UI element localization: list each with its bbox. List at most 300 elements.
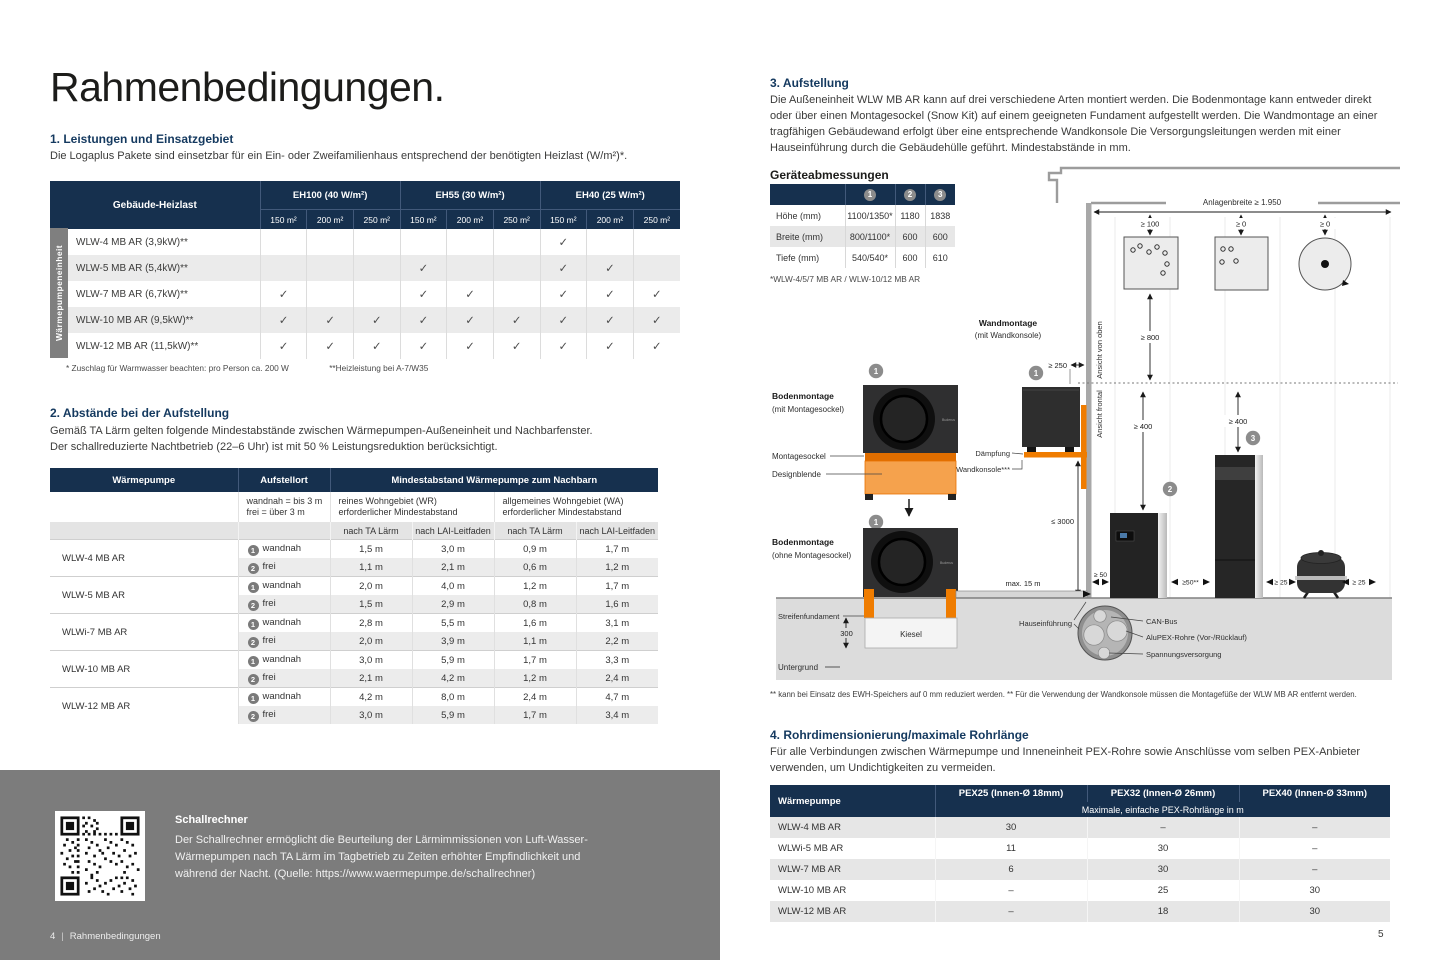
- check-cell: [633, 229, 680, 255]
- page-number: 4: [50, 931, 56, 942]
- location-label: wandnah: [262, 653, 302, 665]
- value-cell: 1,7 m: [576, 577, 658, 596]
- location-cell: [238, 558, 330, 577]
- table-row: [770, 859, 1390, 880]
- value-cell: 1,7 m: [576, 540, 658, 559]
- expansion-tank: [1295, 550, 1347, 598]
- value-cell: 1,5 m: [330, 595, 412, 614]
- value-cell: 4,2 m: [330, 688, 412, 707]
- check-cell: ✓: [400, 255, 447, 281]
- column-subheader: 150 m²: [260, 210, 307, 230]
- dim-label: Tiefe (mm): [776, 252, 820, 263]
- spannungsversorgung-label: Spannungsversorgung: [1146, 650, 1222, 659]
- column-header: Wärmepumpe: [770, 785, 935, 817]
- location-cell: [238, 614, 330, 633]
- value-cell: 2,0 m: [330, 632, 412, 651]
- value-cell: 1,6 m: [576, 595, 658, 614]
- schallrechner-text: [175, 832, 588, 883]
- table-row: [50, 229, 680, 255]
- check-cell: [307, 229, 354, 255]
- check-cell: [353, 229, 400, 255]
- check-cell: [307, 281, 354, 307]
- table-row: [770, 838, 1390, 859]
- footnote: * Zuschlag für Warmwasser beachten: pro Person ca. 200 W: [66, 363, 289, 373]
- value-cell: 1,1 m: [494, 632, 576, 651]
- value-cell: 1,2 m: [494, 669, 576, 688]
- badge-1-icon: 1: [248, 582, 259, 593]
- column-subheader: 250 m²: [493, 210, 540, 230]
- wa-line: erforderlicher Mindestabstand: [502, 507, 622, 517]
- table-side-label: [50, 228, 68, 358]
- value-cell: 25: [1087, 880, 1239, 901]
- value-cell: 3,0 m: [412, 540, 494, 559]
- check-cell: ✓: [400, 333, 447, 359]
- text-line: während der Nacht. (Quelle: https://www.waermepumpe.de/schallrechner): [175, 868, 536, 880]
- check-cell: [353, 255, 400, 281]
- page-title: Rahmenbedingungen.: [50, 64, 445, 110]
- abstaende-table: [50, 468, 658, 724]
- wall-mounted-unit: [1022, 387, 1080, 447]
- location-cell: [238, 632, 330, 651]
- alupex-label: AluPEX-Rohre (Vor-/Rücklauf): [1146, 633, 1247, 642]
- check-cell: ✓: [493, 307, 540, 333]
- value-cell: 3,9 m: [412, 632, 494, 651]
- column-header: EH40 (25 W/m²): [540, 181, 680, 210]
- value-cell: 30: [935, 817, 1087, 838]
- value-cell: 1,6 m: [494, 614, 576, 633]
- badge-2-icon: 2: [248, 637, 259, 648]
- location-label: frei: [262, 671, 276, 683]
- value-cell: 0,8 m: [494, 595, 576, 614]
- column-subheader: 200 m²: [587, 210, 634, 230]
- column-subheader: 150 m²: [400, 210, 447, 230]
- table-row: [50, 614, 658, 633]
- montagesockel-label: Montagesockel: [772, 452, 826, 461]
- value-cell: 600: [895, 226, 925, 247]
- frontal-units-group: [1092, 392, 1376, 598]
- model-name: WLW-5 MB AR (5,4kW)**: [50, 255, 260, 281]
- check-cell: ✓: [353, 333, 400, 359]
- model-name: WLW-4 MB AR: [50, 540, 238, 577]
- value-cell: –: [935, 880, 1087, 901]
- check-cell: ✓: [587, 255, 634, 281]
- model-name: WLW-7 MB AR (6,7kW)**: [76, 288, 188, 300]
- brand-logo: Buderus: [940, 561, 954, 565]
- value-cell: –: [1239, 838, 1390, 859]
- value-cell: 4,7 m: [576, 688, 658, 707]
- value-cell: 600: [895, 247, 925, 268]
- dim-label: Breite (mm): [770, 226, 845, 247]
- dim-label: Anlagenbreite ≥ 1.950: [1202, 198, 1282, 207]
- value-cell: 1100/1350*: [845, 205, 895, 226]
- dim-label: ≥ 400: [1133, 422, 1153, 431]
- location-label: wandnah: [262, 690, 302, 702]
- view-label-top: Ansicht von oben: [1095, 321, 1104, 379]
- daempfung-label: Dämpfung: [975, 449, 1010, 458]
- badge-2-icon: 2: [248, 711, 259, 722]
- model-name: WLW-12 MB AR (11,5kW)**: [76, 340, 199, 352]
- schallrechner-heading: Schallrechner: [175, 814, 248, 826]
- column-subheader: nach LAI-Leitfaden: [412, 522, 494, 540]
- wandmontage-title: Wandmontage: [978, 318, 1038, 328]
- badge-2-icon: 2: [248, 600, 259, 611]
- check-cell: ✓: [633, 307, 680, 333]
- badge-1-icon: 1: [248, 619, 259, 630]
- check-cell: [493, 255, 540, 281]
- badge-1-icon: 1: [873, 367, 879, 376]
- section4-intro-line1: Für alle Verbindungen zwischen Wärmepumpe und Inneneinheit PEX-Rohre sowie Anschlüsse vom selben PEX-Anbieter: [770, 746, 1361, 758]
- value-cell: 4,0 m: [412, 577, 494, 596]
- value-cell: –: [935, 901, 1087, 922]
- house-wall: [1086, 203, 1092, 598]
- model-name: WLWi-7 MB AR: [50, 614, 238, 651]
- dim-label: ≤ 3000: [1051, 517, 1074, 526]
- model-name: WLW-10 MB AR: [50, 651, 238, 688]
- wa-line: allgemeines Wohngebiet (WA): [502, 496, 624, 506]
- top-view-units: [1124, 215, 1351, 380]
- column-header: PEX25 (Innen-Ø 18mm): [935, 785, 1087, 802]
- badge-2-icon: 2: [248, 563, 259, 574]
- legend-line: frei = über 3 m: [246, 507, 305, 517]
- value-cell: 2,0 m: [330, 577, 412, 596]
- side-label-text: Wärmepumpeneinheit: [54, 245, 64, 341]
- dims-footnote: *WLW-4/5/7 MB AR / WLW-10/12 MB AR: [770, 274, 921, 284]
- model-name: WLW-4 MB AR: [770, 817, 935, 838]
- location-label: frei: [262, 708, 276, 720]
- strip-foundation-right: [946, 589, 956, 618]
- kiesel-label: Kiesel: [900, 630, 922, 639]
- model-name: WLW-5 MB AR: [50, 577, 238, 614]
- check-cell: [493, 281, 540, 307]
- dim-label: ≥ 400: [1228, 417, 1248, 426]
- check-cell: ✓: [447, 333, 494, 359]
- location-cell: [238, 706, 330, 724]
- value-cell: 2,8 m: [330, 614, 412, 633]
- value-cell: 5,9 m: [412, 706, 494, 724]
- value-cell: 0,9 m: [494, 540, 576, 559]
- value-cell: 1180: [895, 205, 925, 226]
- column-header: Aufstellort: [238, 468, 330, 492]
- bodenmontage2-sub: (ohne Montagesockel): [772, 551, 852, 560]
- section2-intro-line1: Gemäß TA Lärm gelten folgende Mindestabstände zwischen Wärmepumpen-Außeneinheit und Nachbarfenster.: [50, 425, 593, 437]
- location-label: wandnah: [262, 542, 302, 554]
- check-cell: [307, 255, 354, 281]
- wall-console: [1024, 452, 1087, 458]
- dim-label: ≥ 800: [1140, 333, 1160, 342]
- wandkonsole-label: Wandkonsole***: [956, 465, 1010, 474]
- table-row: [50, 651, 658, 670]
- dim-label: ≥ 100: [1140, 219, 1160, 229]
- check-cell: ✓: [540, 229, 587, 255]
- section2-heading: 2. Abstände bei der Aufstellung: [50, 406, 230, 420]
- check-cell: [633, 255, 680, 281]
- value-cell: 18: [1087, 901, 1239, 922]
- model-name: WLWi-5 MB AR: [778, 843, 844, 854]
- designblende-label: Designblende: [772, 470, 821, 479]
- check-cell: ✓: [307, 307, 354, 333]
- view-label-front: Ansicht frontal: [1095, 390, 1104, 438]
- rohrlaenge-table: [770, 785, 1390, 922]
- check-cell: [447, 229, 494, 255]
- check-cell: ✓: [633, 281, 680, 307]
- table-row: [50, 540, 658, 559]
- value-cell: 1838: [925, 205, 955, 226]
- bodenmontage1-sub: (mit Montagesockel): [772, 405, 845, 414]
- footer-divider: |: [61, 931, 64, 942]
- badge-1-icon: 1: [248, 545, 259, 556]
- table-row: [50, 333, 680, 359]
- value-cell: 2,4 m: [576, 669, 658, 688]
- badge-1-icon: 1: [1033, 369, 1039, 378]
- column-subheader: nach LAI-Leitfaden: [576, 522, 658, 540]
- value-cell: 3,3 m: [576, 651, 658, 670]
- dim-label: ≥ 25: [1352, 579, 1366, 587]
- check-cell: [353, 281, 400, 307]
- text-line: Der Schallrechner ermöglicht die Beurteilung der Lärmimmissionen von Luft-Wasser-: [175, 834, 588, 846]
- value-cell: 3,0 m: [330, 706, 412, 724]
- section3-heading: 3. Aufstellung: [770, 76, 849, 90]
- untergrund-label: Untergrund: [778, 663, 819, 672]
- column-subheader: nach TA Lärm: [330, 522, 412, 540]
- supply-pipe: [956, 591, 1087, 598]
- value-cell: 1,5 m: [330, 540, 412, 559]
- badge-3-icon: 3: [1250, 434, 1256, 443]
- table-row: [770, 901, 1390, 922]
- table-row: [770, 817, 1390, 838]
- designblende-panel: [865, 461, 956, 494]
- check-cell: ✓: [260, 281, 307, 307]
- model-name: WLW-10 MB AR: [778, 885, 847, 896]
- column-header: EH100 (40 W/m²): [260, 181, 400, 210]
- value-cell: 11: [935, 838, 1087, 859]
- section1-heading: 1. Leistungen und Einsatzgebiet: [50, 132, 234, 146]
- check-cell: [260, 255, 307, 281]
- column-subheader: 250 m²: [633, 210, 680, 230]
- check-cell: ✓: [633, 333, 680, 359]
- value-cell: 1,1 m: [330, 558, 412, 577]
- wr-line: erforderlicher Mindestabstand: [338, 507, 458, 517]
- table-row: [770, 880, 1390, 901]
- qr-code-image: [55, 811, 145, 901]
- value-cell: 30: [1239, 901, 1390, 922]
- unit-top-view-1: [1124, 237, 1178, 289]
- value-cell: 3,0 m: [330, 651, 412, 670]
- check-cell: [260, 229, 307, 255]
- column-subheader: 200 m²: [447, 210, 494, 230]
- streifenfundament-label: Streifenfundament: [778, 612, 840, 621]
- value-cell: 3,4 m: [576, 706, 658, 724]
- check-cell: ✓: [540, 307, 587, 333]
- check-cell: [447, 255, 494, 281]
- column-header: Mindestabstand Wärmepumpe zum Nachbarn: [330, 468, 658, 492]
- value-cell: 2,2 m: [576, 632, 658, 651]
- section4-heading: 4. Rohrdimensionierung/maximale Rohrlänge: [770, 728, 1029, 742]
- location-cell: [238, 595, 330, 614]
- check-cell: ✓: [400, 281, 447, 307]
- model-name: WLW-4 MB AR (3,9kW)**: [76, 236, 188, 248]
- badge-1-icon: 1: [873, 518, 879, 527]
- badge-1-icon: 1: [248, 656, 259, 667]
- model-name: WLW-12 MB AR: [50, 688, 238, 725]
- location-label: frei: [262, 560, 276, 572]
- section2-intro-line2: Der schallreduzierte Nachtbetrieb (22–6 Uhr) ist mit 50 % Leistungsreduktion berücksichtigt.: [50, 441, 498, 453]
- check-cell: [493, 229, 540, 255]
- footnote: **Heizleistung bei A-7/W35: [329, 363, 429, 373]
- value-cell: 5,9 m: [412, 651, 494, 670]
- value-cell: 1,7 m: [494, 651, 576, 670]
- check-cell: ✓: [353, 307, 400, 333]
- value-cell: 2,1 m: [330, 669, 412, 688]
- value-cell: 4,2 m: [412, 669, 494, 688]
- bodenmontage1-title: Bodenmontage: [772, 391, 834, 401]
- dim-label: 300: [840, 629, 853, 638]
- check-cell: [400, 229, 447, 255]
- diagram-footnote: ** kann bei Einsatz des EWH-Speichers auf 0 mm reduziert werden. ** Für die Verwendung der Wandkonsole müssen die Montagefüße der WLW MB AR entfernt werden.: [770, 690, 1357, 699]
- floor-mount-direct-group: [772, 515, 958, 597]
- badge-1-icon: 1: [248, 693, 259, 704]
- section4-intro-line2: verwenden, um Undichtigkeiten zu vermeiden.: [770, 762, 996, 774]
- badge-3-icon: 3: [934, 189, 946, 201]
- value-cell: 1,2 m: [576, 558, 658, 577]
- location-cell: [238, 651, 330, 670]
- value-cell: 30: [1087, 859, 1239, 880]
- model-name: WLW-10 MB AR (9,5kW)**: [50, 307, 260, 333]
- strip-foundation-left: [864, 589, 874, 618]
- check-cell: ✓: [540, 281, 587, 307]
- floor-mount-socket-group: [772, 364, 958, 516]
- wr-header: [330, 492, 494, 522]
- value-cell: 30: [1239, 880, 1390, 901]
- check-cell: [587, 229, 634, 255]
- footer-label: Rahmenbedingungen: [69, 931, 161, 942]
- column-header: EH55 (30 W/m²): [400, 181, 540, 210]
- check-cell: ✓: [540, 333, 587, 359]
- column-header: PEX32 (Innen-Ø 26mm): [1087, 785, 1239, 802]
- canbus-label: CAN-Bus: [1146, 617, 1178, 626]
- location-label: wandnah: [262, 616, 302, 628]
- dim-label: ≥ 50: [1093, 572, 1108, 579]
- bodenmontage2-title: Bodenmontage: [772, 537, 834, 547]
- location-cell: [238, 669, 330, 688]
- column-header: Wärmepumpe: [50, 468, 238, 492]
- value-cell: –: [1239, 817, 1390, 838]
- hauseinfuehrung-label: Hauseinführung: [1019, 619, 1072, 628]
- value-cell: 5,5 m: [412, 614, 494, 633]
- brand-logo: Buderus: [942, 418, 956, 422]
- check-cell: ✓: [540, 255, 587, 281]
- check-cell: ✓: [587, 333, 634, 359]
- wr-line: reines Wohngebiet (WR): [338, 496, 437, 506]
- installation-diagram: [770, 165, 1400, 687]
- value-cell: 1,2 m: [494, 577, 576, 596]
- value-cell: 1,7 m: [494, 706, 576, 724]
- table-row: [50, 307, 680, 333]
- badge-1-icon: 1: [864, 189, 876, 201]
- value-cell: 8,0 m: [412, 688, 494, 707]
- location-legend: [238, 492, 330, 522]
- dim-label: ≥ 0: [1235, 219, 1247, 229]
- model-name: WLW-12 MB AR: [770, 901, 935, 922]
- dim-label: max. 15 m: [1005, 579, 1041, 588]
- check-cell: ✓: [400, 307, 447, 333]
- badge-2-icon: 2: [248, 674, 259, 685]
- column-header: Gebäude-Heizlast: [50, 181, 260, 229]
- location-label: frei: [262, 634, 276, 646]
- wandmontage-sub: (mit Wandkonsole): [974, 331, 1042, 340]
- column-subheader: nach TA Lärm: [494, 522, 576, 540]
- value-cell: 2,4 m: [494, 688, 576, 707]
- indoor-unit-2: [1110, 513, 1158, 598]
- location-cell: [238, 577, 330, 596]
- value-cell: 2,1 m: [412, 558, 494, 577]
- heizlast-table: [50, 181, 680, 359]
- page-number: 5: [1378, 929, 1384, 940]
- location-cell: [238, 688, 330, 707]
- value-cell: 30: [1087, 838, 1239, 859]
- section1-intro: Die Logaplus Pakete sind einsetzbar für ein Ein- oder Zweifamilienhaus entsprechend der benötigten Heizlast (W/m²)*.: [50, 150, 628, 162]
- empty-cell: [238, 522, 330, 540]
- column-header: PEX40 (Innen-Ø 33mm): [1239, 785, 1390, 802]
- dim-label: ≥50**: [1182, 579, 1199, 587]
- dims-table-heading: Geräteabmessungen: [770, 168, 889, 182]
- check-cell: ✓: [307, 333, 354, 359]
- value-cell: 6: [935, 859, 1087, 880]
- check-cell: ✓: [447, 281, 494, 307]
- value-cell: 540/540*: [845, 247, 895, 268]
- wall-mount-group: [956, 318, 1087, 595]
- value-cell: 610: [925, 247, 955, 268]
- check-cell: ✓: [447, 307, 494, 333]
- check-cell: ✓: [260, 307, 307, 333]
- table-row: [50, 255, 680, 281]
- value-cell: 800/1100*: [845, 226, 895, 247]
- value-cell: 2,9 m: [412, 595, 494, 614]
- model-name: WLW-7 MB AR: [770, 859, 935, 880]
- location-cell: [238, 540, 330, 559]
- table-row: [50, 281, 680, 307]
- dim-label: Höhe (mm): [776, 210, 822, 221]
- value-cell: 0,6 m: [494, 558, 576, 577]
- badge-2-icon: 2: [904, 189, 916, 201]
- text-line: Wärmepumpen nach TA Lärm im Tagbetrieb zu Zeiten erhöhter Empfindlichkeit und: [175, 851, 581, 863]
- span-header: Maximale, einfache PEX-Rohrlänge in m: [935, 802, 1390, 817]
- check-cell: ✓: [587, 281, 634, 307]
- montagesockel-strip: [865, 453, 956, 461]
- empty-cell: [50, 522, 238, 540]
- check-cell: ✓: [587, 307, 634, 333]
- section3-body: Die Außeneinheit WLW MB AR kann auf drei verschiedene Arten montiert werden. Die Bodenmontage kann entweder direkt oder über einen Montagesockel (Snow Kit) auf einem geeigneten Fundament aufgestellt werden. Die Wandmontage an einer tragfähigen Gebäudewand erfolgt über eine entsprechende Wandkonsole Die Versorgungsleitungen werden mit einer Hauseinführung durch die Gebäudehülle geführt. Mindestabstände in mm.: [770, 94, 1378, 154]
- dim-label: ≥ 250: [1048, 361, 1067, 370]
- legend-line: wandnah = bis 3 m: [246, 496, 323, 506]
- wa-header: [494, 492, 658, 522]
- column-subheader: 200 m²: [307, 210, 354, 230]
- column-subheader: 150 m²: [540, 210, 587, 230]
- dim-label: ≥ 25: [1274, 579, 1288, 587]
- empty-cell: [50, 492, 238, 522]
- value-cell: –: [1239, 859, 1390, 880]
- page-footer: [50, 931, 161, 942]
- value-cell: –: [1087, 817, 1239, 838]
- badge-2-icon: 2: [1167, 485, 1173, 494]
- value-cell: 600: [925, 226, 955, 247]
- table1-footnotes: [66, 363, 428, 373]
- location-label: wandnah: [262, 579, 302, 591]
- check-cell: ✓: [260, 333, 307, 359]
- value-cell: 3,1 m: [576, 614, 658, 633]
- check-cell: ✓: [493, 333, 540, 359]
- location-label: frei: [262, 597, 276, 609]
- dim-label: ≥ 0: [1319, 219, 1331, 229]
